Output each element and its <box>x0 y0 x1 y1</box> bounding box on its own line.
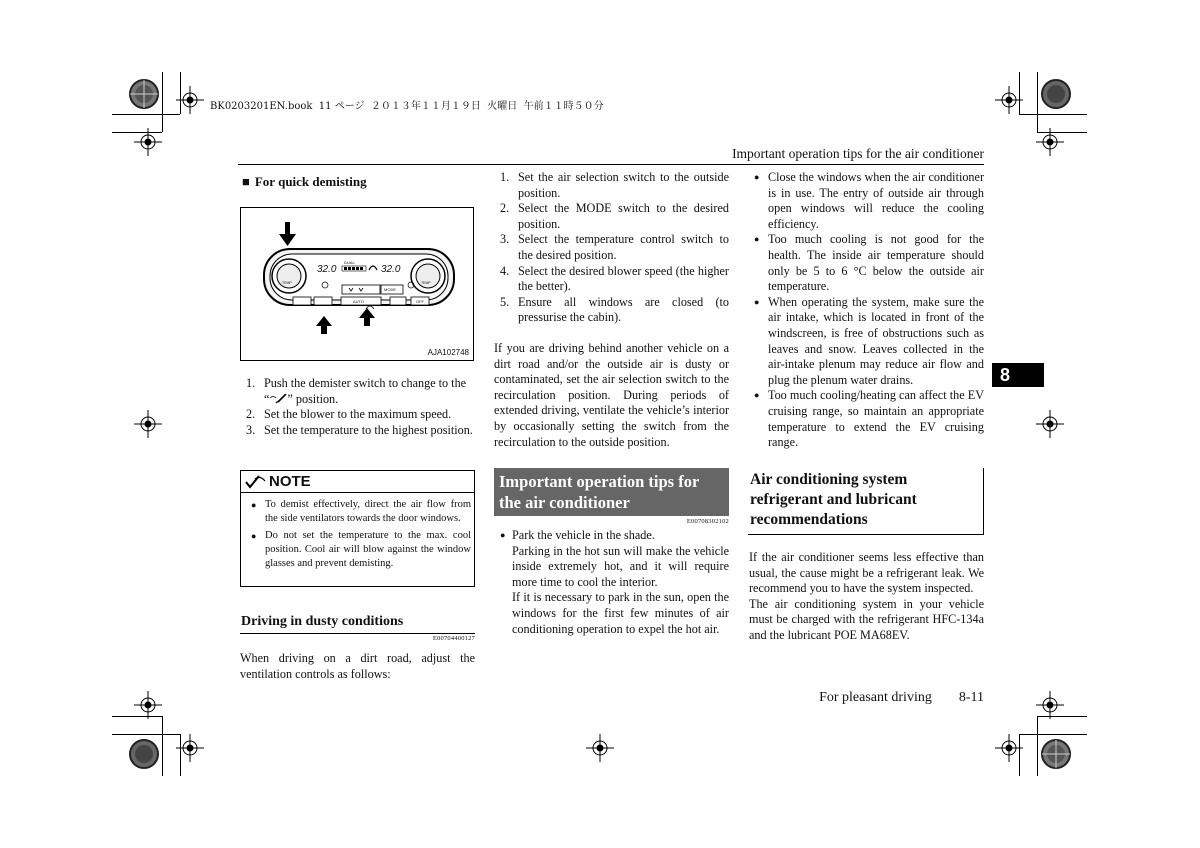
registration-target <box>1036 128 1064 156</box>
refrigerant-paragraph: If the air conditioner seems less effective than usual, the cause might be a refrigerant leak. We recommend you to have the system inspected. <box>749 550 984 596</box>
dusty-step: 5. Ensure all windows are closed (to pressurise the cabin). <box>500 294 729 325</box>
refrigerant-text <box>749 550 984 644</box>
running-header: Important operation tips for the air conditioner <box>732 146 984 161</box>
off-label: OFF <box>416 299 424 304</box>
footer <box>819 690 984 706</box>
registration-target <box>134 691 162 719</box>
column-3 <box>754 170 984 451</box>
section-title: Important operation tips for the air conditioner <box>499 472 699 512</box>
demist-step: 2. Set the blower to the maximum speed. <box>246 407 452 422</box>
dusty-step: 2. Select the MODE switch to the desired position. <box>500 201 729 231</box>
page-number: 8-11 <box>958 690 984 705</box>
note-item: ● Do not set the temperature to the max. cool position. Cool air will blow against the window glasses and prevent demisting. <box>251 529 471 572</box>
quick-demisting-title: For quick demisting <box>254 174 367 189</box>
temp-knob-right-label: TEMP <box>421 281 431 285</box>
tip-bullet: ● Too much cooling is not good for the health. The inside air temperature should only be 5 to 6 °C below the outside air temperature. <box>754 232 984 294</box>
heading-square-mark: ■ <box>242 174 250 189</box>
registration-target <box>176 86 204 114</box>
color-bar-circle <box>1039 737 1073 771</box>
tip-detail: Parking in the hot sun will make the vehicle inside extremely hot, and it will require more time to cool the interior. <box>512 543 729 589</box>
refrigerant-paragraph: The air conditioning system in your vehicle must be charged with the refrigerant HFC-134a and the lubricant POE MA68EV. <box>749 596 984 642</box>
color-bar-circle <box>1039 77 1073 111</box>
mode-label: MODE <box>384 287 396 292</box>
temp-knob-left-label: TEMP <box>282 281 292 285</box>
section-title-bar <box>494 468 729 516</box>
chapter-number: 8 <box>1000 365 1011 385</box>
auto-label: AUTO <box>353 299 365 304</box>
dusty-step: 1. Set the air selection switch to the outside position. <box>500 170 729 200</box>
ac-control-panel-illustration <box>241 208 473 360</box>
display-temp-right: 32.0 <box>381 264 401 275</box>
registration-target <box>134 128 162 156</box>
figure-code: AJA102748 <box>427 348 469 357</box>
registration-target <box>995 86 1023 114</box>
registration-target <box>1036 410 1064 438</box>
dusty-intro: When driving on a dirt road, adjust the ventilation controls as follows: <box>240 651 475 681</box>
dusty-section-code: E00704400127 <box>432 635 475 642</box>
demist-step: 1. Push the demister switch to change to the “ ” position. <box>246 376 467 406</box>
demister-icon <box>269 394 287 404</box>
tip-bullet: ● Park the vehicle in the shade. <box>500 528 729 544</box>
display-temp-left: 32.0 <box>317 264 337 275</box>
registration-target <box>1036 691 1064 719</box>
note-item: ● To demist effectively, direct the air flow from the side ventilators towards the door windows. <box>251 498 471 527</box>
color-bar-circle <box>127 737 161 771</box>
dusty-step: 4. Select the desired blower speed (the higher the better). <box>500 263 729 294</box>
recirculation-paragraph: If you are driving behind another vehicle on a dirt road and/or the outside air is dusty or contaminated, set the air selection switch to the recirculation position. During periods of extended driving, ventilate the vehicle’s interior by occasionally setting the switch from the recirculation to the outside position. <box>494 340 729 449</box>
dual-indicator: DUAL <box>344 260 355 265</box>
tip-bullet: ● Close the windows when the air conditioner is in use. The entry of outside air through open windows will reduce the cooling efficiency. <box>754 170 984 232</box>
refrigerant-heading: Air conditioning system refrigerant and lubricant recommendations <box>750 471 917 528</box>
header-rule <box>238 164 984 165</box>
column-2 <box>494 170 729 636</box>
note-title: NOTE <box>269 473 311 490</box>
tip-detail: If it is necessary to park in the sun, open the windows for the first few minutes of air conditioning operation to expel the hot air. <box>512 590 729 636</box>
registration-target <box>586 734 614 762</box>
section-code: E00708302102 <box>686 518 729 525</box>
print-job-info: BK0203201EN.book 11 ページ ２０１３年１１月１９日 火曜日 午前１１時５０分 <box>210 101 604 112</box>
dusty-heading-rule <box>240 633 475 634</box>
note-header <box>241 471 474 493</box>
color-bar-circle <box>127 77 161 111</box>
tip-bullet: ● Too much cooling/heating can affect the EV cruising range, so maintain an appropriate temperature to extend the EV cruising range. <box>754 388 984 450</box>
tip-bullet: ● When operating the system, make sure the air intake, which is located in front of the windscreen, is free of obstructions such as leaves and snow. Leaves collected in the air-intake plenum may reduce air flow and plug the plenum water drains. <box>754 295 984 389</box>
dusty-heading: Driving in dusty conditions <box>241 614 404 629</box>
footer-section: For pleasant driving <box>819 690 932 705</box>
registration-target <box>176 734 204 762</box>
registration-target <box>995 734 1023 762</box>
registration-target <box>134 410 162 438</box>
refrigerant-heading-box <box>748 468 984 535</box>
control-panel-figure <box>240 207 474 361</box>
quick-demisting-heading <box>242 174 475 190</box>
column-1 <box>240 174 475 681</box>
demist-step: 3. Set the temperature to the highest position. <box>246 422 473 437</box>
chapter-tab <box>992 363 1044 387</box>
dusty-step: 3. Select the temperature control switch to the desired position. <box>500 232 729 262</box>
note-box <box>240 470 475 587</box>
note-check-icon <box>245 475 267 489</box>
